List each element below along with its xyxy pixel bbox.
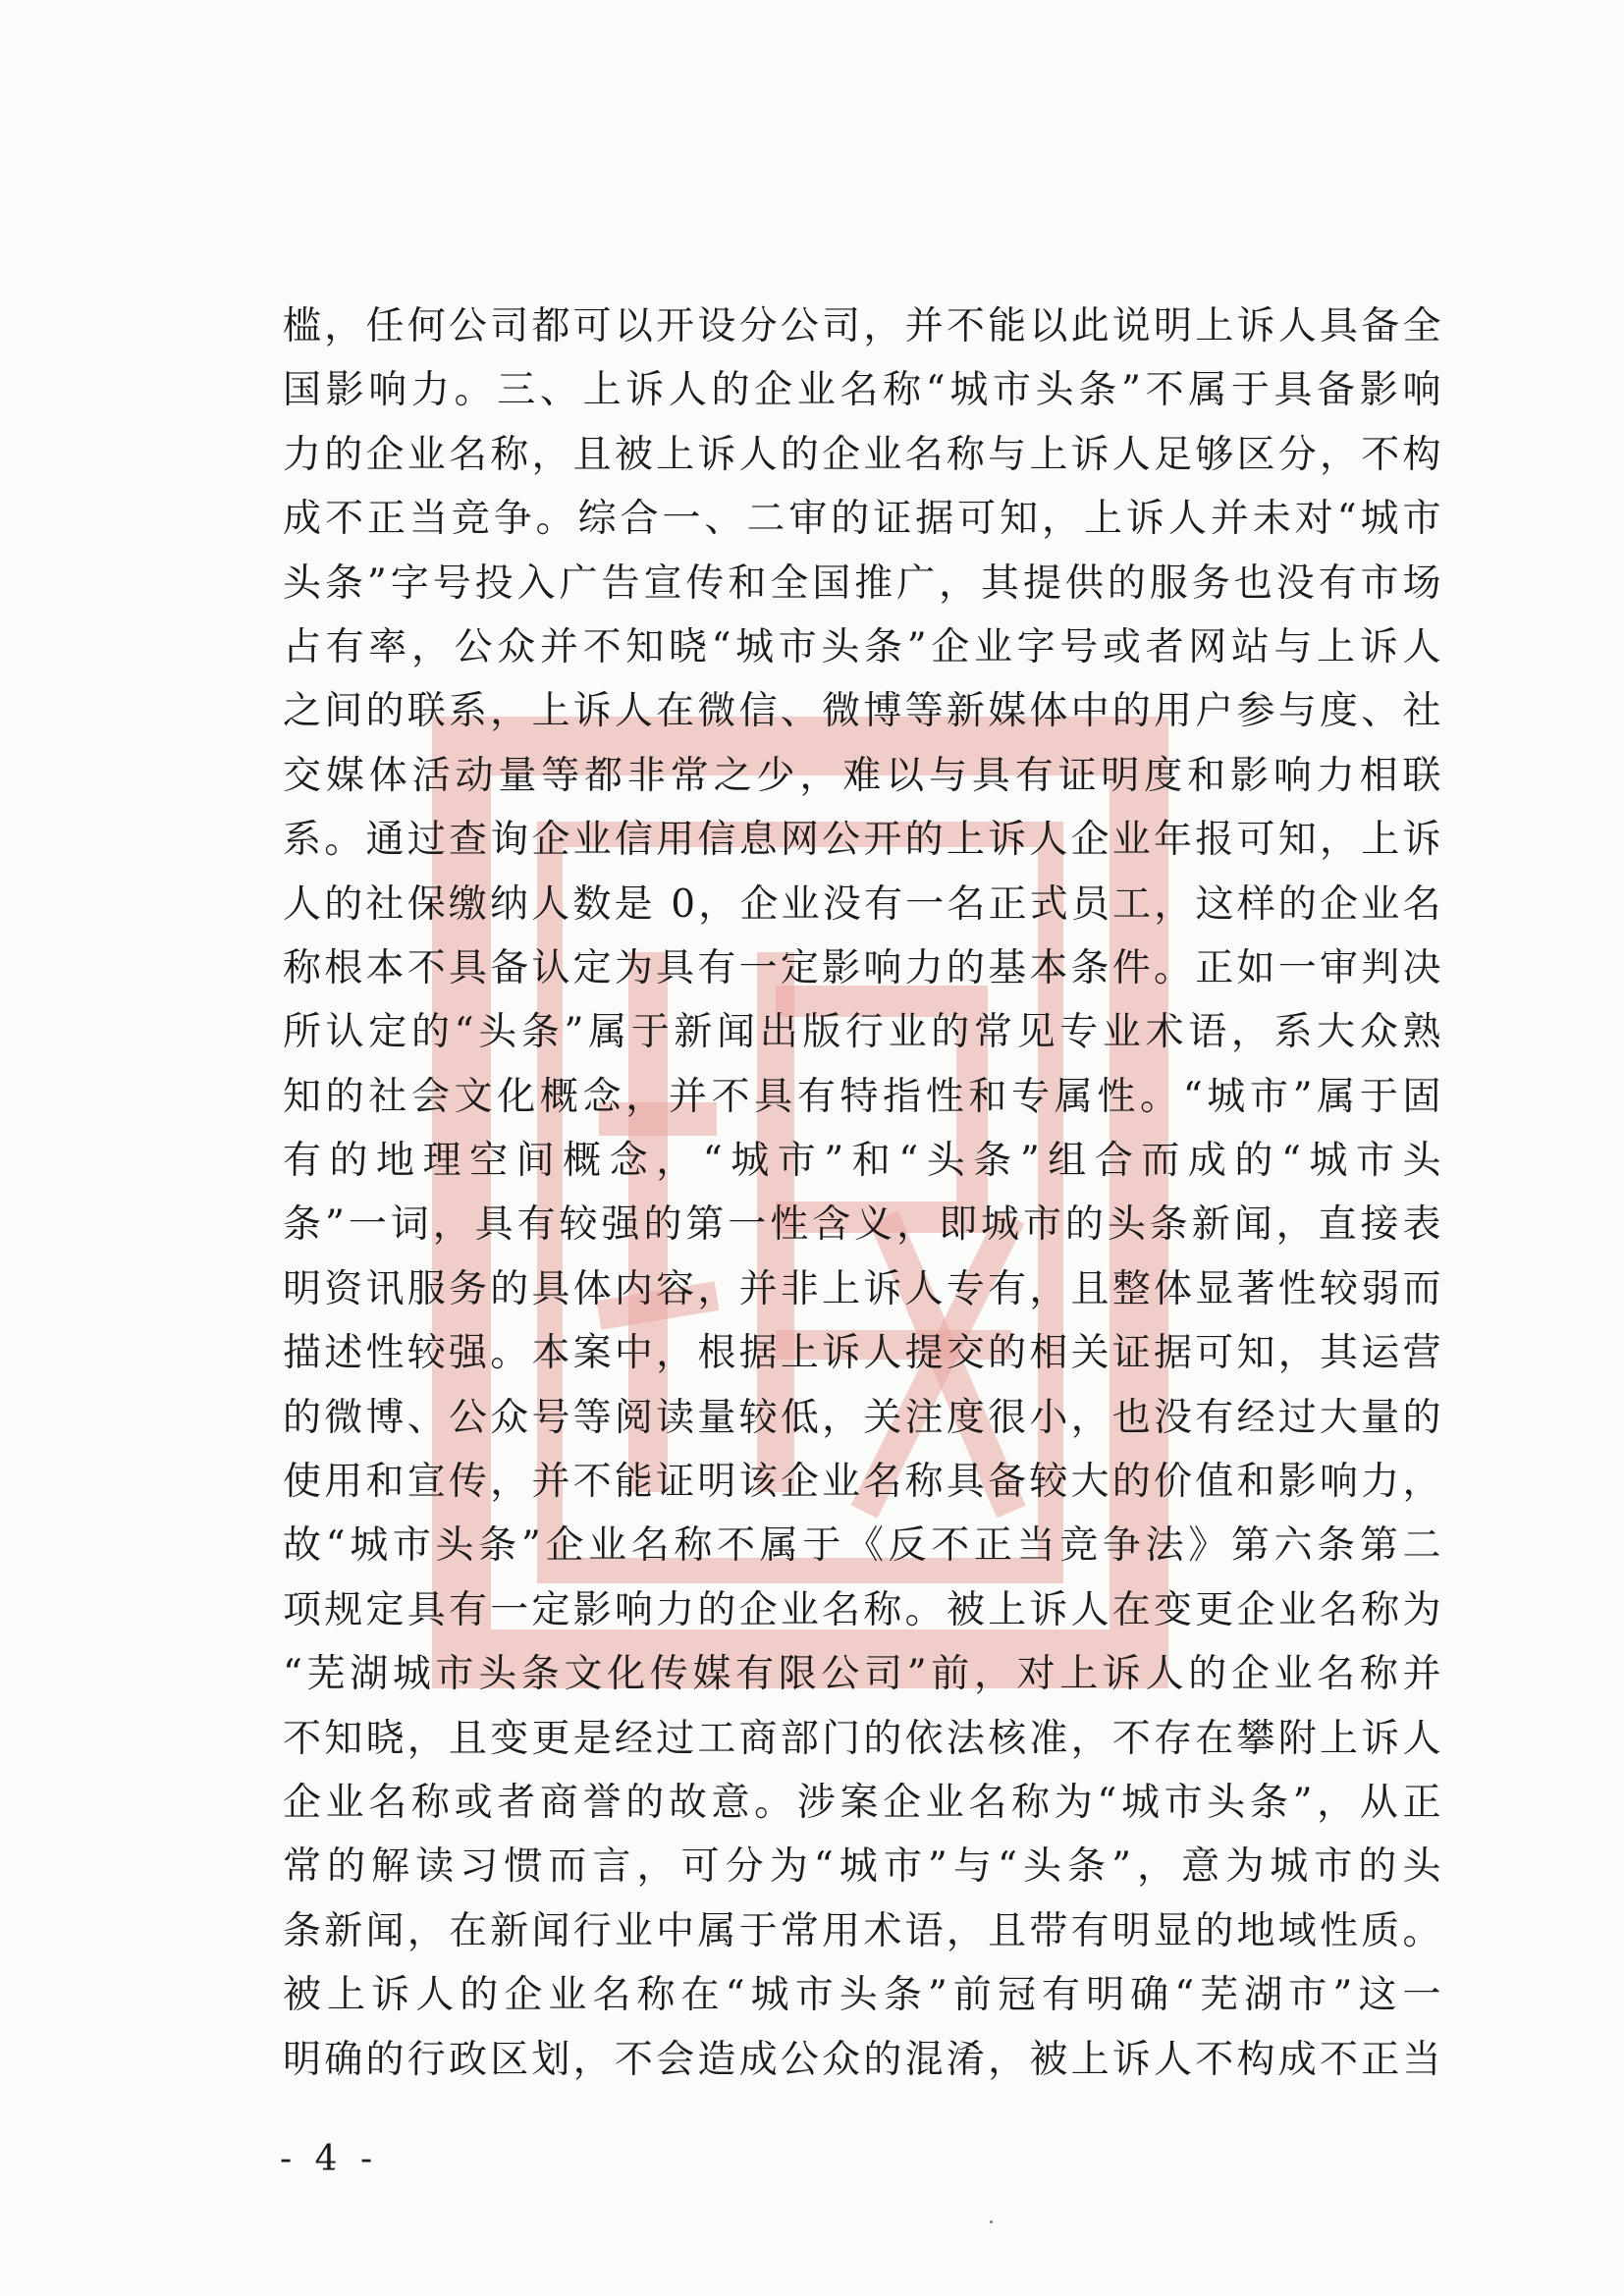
text-line: 知的社会文化概念，并不具有特指性和专属性。“城市”属于固 (283, 1074, 1441, 1119)
text-line: 称根本不具备认定为具有一定影响力的基本条件。正如一审判决 (283, 945, 1441, 990)
text-line: 头条”字号投入广告宣传和全国推广，其提供的服务也没有市场 (283, 561, 1441, 606)
text-line: 项规定具有一定影响力的企业名称。被上诉人在变更企业名称为 (283, 1587, 1441, 1632)
text-line: 使用和宣传，并不能证明该企业名称具备较大的价值和影响力， (283, 1460, 1441, 1505)
text-line: 国影响力。三、上诉人的企业名称“城市头条”不属于具备影响 (283, 368, 1441, 413)
text-line: “芜湖城市头条文化传媒有限公司”前，对上诉人的企业名称并 (283, 1652, 1441, 1697)
scan-speck (990, 2220, 993, 2223)
text-line: 明确的行政区划，不会造成公众的混淆，被上诉人不构成不正当 (283, 2037, 1441, 2082)
text-line: 描述性较强。本案中，根据上诉人提交的相关证据可知，其运营 (283, 1331, 1441, 1376)
text-line: 之间的联系，上诉人在微信、微博等新媒体中的用户参与度、社 (283, 689, 1441, 734)
text-line: 人的社保缴纳人数是 0，企业没有一名正式员工，这样的企业名 (283, 881, 1441, 927)
text-line: 常的解读习惯而言，可分为“城市”与“头条”，意为城市的头 (283, 1844, 1441, 1890)
text-line: 条新闻，在新闻行业中属于常用术语，且带有明显的地域性质。 (283, 1908, 1441, 1953)
text-line: 有的地理空间概念，“城市”和“头条”组合而成的“城市头 (283, 1139, 1441, 1184)
text-line: 不知晓，且变更是经过工商部门的依法核准，不存在攀附上诉人 (283, 1716, 1441, 1761)
text-line: 交媒体活动量等都非常之少，难以与具有证明度和影响力相联 (283, 753, 1441, 798)
text-line: 明资讯服务的具体内容，并非上诉人专有，且整体显著性较弱而 (283, 1266, 1441, 1311)
text-line: 槛，任何公司都可以开设分公司，并不能以此说明上诉人具备全 (283, 304, 1441, 348)
text-line: 力的企业名称，且被上诉人的企业名称与上诉人足够区分，不构 (283, 432, 1441, 477)
text-line: 成不正当竞争。综合一、二审的证据可知，上诉人并未对“城市 (283, 497, 1441, 542)
text-line: 企业名称或者商誉的故意。涉案企业名称为“城市头条”，从正 (283, 1780, 1441, 1825)
page-number: - 4 - (280, 2139, 379, 2179)
text-line: 条”一词，具有较强的第一性含义，即城市的头条新闻，直接表 (283, 1202, 1441, 1248)
text-line: 故“城市头条”企业名称不属于《反不正当竞争法》第六条第二 (283, 1523, 1441, 1569)
text-line: 被上诉人的企业名称在“城市头条”前冠有明确“芜湖市”这一 (283, 1973, 1441, 2018)
text-line: 占有率，公众并不知晓“城市头条”企业字号或者网站与上诉人 (283, 624, 1441, 669)
text-line: 的微博、公众号等阅读量较低，关注度很小，也没有经过大量的 (283, 1395, 1441, 1440)
body-text (283, 294, 1441, 2092)
text-line: 系。通过查询企业信用信息网公开的上诉人企业年报可知，上诉 (283, 818, 1441, 863)
text-line: 所认定的“头条”属于新闻出版行业的常见专业术语，系大众熟 (283, 1010, 1441, 1055)
